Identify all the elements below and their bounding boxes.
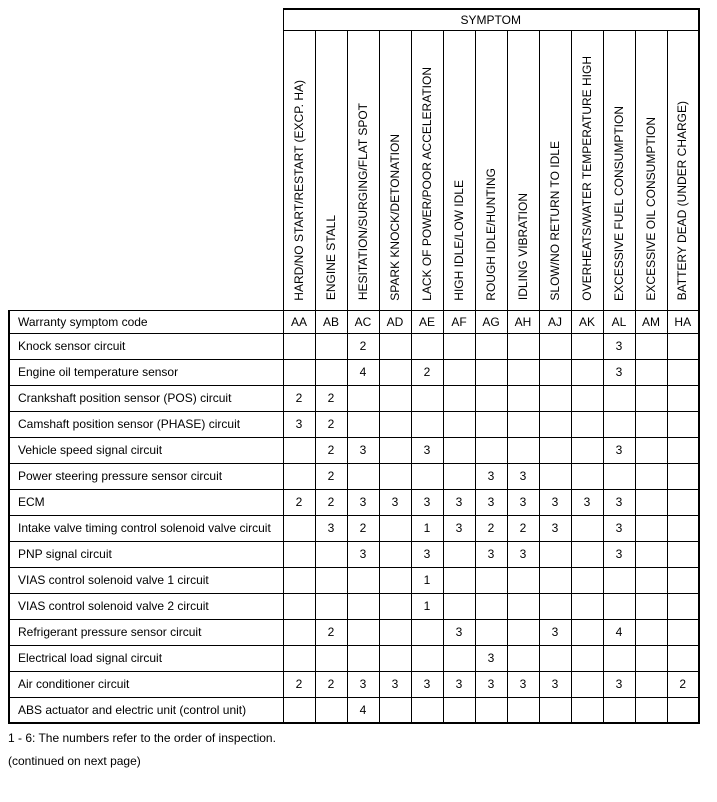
value-cell: 3 — [539, 671, 571, 697]
value-cell — [635, 333, 667, 359]
value-cell: 2 — [283, 489, 315, 515]
value-cell — [507, 333, 539, 359]
value-cell — [283, 359, 315, 385]
symptom-column-header — [539, 30, 571, 310]
value-cell — [635, 567, 667, 593]
value-cell: 1 — [411, 593, 443, 619]
value-cell: 2 — [315, 411, 347, 437]
table-row — [9, 645, 699, 671]
value-cell — [443, 437, 475, 463]
value-cell — [539, 697, 571, 723]
symptom-column-label: BATTERY DEAD (UNDER CHARGE) — [675, 101, 690, 301]
value-cell — [603, 385, 635, 411]
value-cell — [283, 593, 315, 619]
value-cell: 3 — [443, 489, 475, 515]
warranty-code-cell: AC — [347, 310, 379, 333]
value-cell: 4 — [347, 697, 379, 723]
value-cell — [603, 567, 635, 593]
symptom-header-row — [9, 9, 699, 30]
value-cell — [379, 593, 411, 619]
value-cell — [379, 697, 411, 723]
value-cell — [571, 437, 603, 463]
item-label: ABS actuator and electric unit (control unit) — [9, 697, 283, 723]
table-row — [9, 671, 699, 697]
value-cell — [475, 385, 507, 411]
symptom-column-label: ROUGH IDLE/HUNTING — [483, 167, 498, 301]
value-cell — [443, 593, 475, 619]
value-cell — [379, 333, 411, 359]
value-cell: 3 — [283, 411, 315, 437]
symptom-column-label: EXCESSIVE OIL CONSUMPTION — [643, 116, 658, 301]
value-cell — [571, 593, 603, 619]
value-cell — [283, 645, 315, 671]
value-cell — [571, 515, 603, 541]
value-cell: 3 — [603, 671, 635, 697]
value-cell: 3 — [475, 671, 507, 697]
value-cell — [667, 619, 699, 645]
value-cell — [379, 645, 411, 671]
value-cell — [283, 619, 315, 645]
warranty-code-row — [9, 310, 699, 333]
value-cell — [667, 411, 699, 437]
value-cell: 2 — [315, 489, 347, 515]
value-cell — [507, 697, 539, 723]
value-cell: 3 — [603, 359, 635, 385]
value-cell — [347, 411, 379, 437]
warranty-code-cell: AD — [379, 310, 411, 333]
value-cell: 3 — [603, 333, 635, 359]
item-label: Crankshaft position sensor (POS) circuit — [9, 385, 283, 411]
value-cell: 2 — [667, 671, 699, 697]
symptom-column-header — [379, 30, 411, 310]
value-cell: 3 — [411, 437, 443, 463]
value-cell — [315, 541, 347, 567]
value-cell: 3 — [475, 463, 507, 489]
value-cell — [571, 333, 603, 359]
value-cell — [539, 645, 571, 671]
symptom-column-label: IDLING VIBRATION — [515, 193, 530, 301]
value-cell — [379, 385, 411, 411]
table-row — [9, 515, 699, 541]
value-cell: 3 — [571, 489, 603, 515]
value-cell — [667, 489, 699, 515]
value-cell: 3 — [475, 541, 507, 567]
value-cell — [379, 359, 411, 385]
value-cell: 4 — [603, 619, 635, 645]
warranty-code-cell: AG — [475, 310, 507, 333]
value-cell — [315, 567, 347, 593]
value-cell — [635, 645, 667, 671]
value-cell — [539, 593, 571, 619]
value-cell — [411, 411, 443, 437]
value-cell — [571, 671, 603, 697]
value-cell: 2 — [315, 437, 347, 463]
table-row — [9, 437, 699, 463]
value-cell — [411, 619, 443, 645]
value-cell: 3 — [315, 515, 347, 541]
warranty-code-cell: AE — [411, 310, 443, 333]
value-cell: 1 — [411, 567, 443, 593]
value-cell — [507, 567, 539, 593]
value-cell — [283, 515, 315, 541]
symptom-column-label: HESITATION/SURGING/FLAT SPOT — [355, 103, 370, 301]
table-row — [9, 489, 699, 515]
value-cell — [635, 515, 667, 541]
value-cell — [411, 463, 443, 489]
value-cell — [635, 437, 667, 463]
value-cell — [539, 411, 571, 437]
symptom-column-header — [603, 30, 635, 310]
symptom-column-header — [315, 30, 347, 310]
value-cell — [667, 359, 699, 385]
item-label: Camshaft position sensor (PHASE) circuit — [9, 411, 283, 437]
value-cell — [379, 567, 411, 593]
value-cell: 3 — [347, 541, 379, 567]
value-cell — [539, 463, 571, 489]
value-cell — [379, 619, 411, 645]
value-cell: 2 — [283, 385, 315, 411]
value-cell — [443, 541, 475, 567]
value-cell — [443, 463, 475, 489]
warranty-code-cell: AL — [603, 310, 635, 333]
value-cell — [411, 645, 443, 671]
value-cell: 3 — [507, 671, 539, 697]
symptom-column-header — [283, 30, 315, 310]
value-cell: 3 — [443, 671, 475, 697]
value-cell — [571, 619, 603, 645]
warranty-code-cell: AM — [635, 310, 667, 333]
value-cell — [507, 385, 539, 411]
symptom-column-label: HARD/NO START/RESTART (EXCP. HA) — [291, 79, 306, 301]
value-cell — [635, 697, 667, 723]
value-cell — [667, 515, 699, 541]
value-cell — [443, 359, 475, 385]
value-cell: 3 — [379, 489, 411, 515]
value-cell — [507, 411, 539, 437]
symptom-column-label: ENGINE STALL — [323, 215, 338, 301]
table-row — [9, 385, 699, 411]
value-cell — [539, 359, 571, 385]
value-cell — [507, 593, 539, 619]
value-cell — [283, 541, 315, 567]
value-cell — [667, 333, 699, 359]
item-label: Power steering pressure sensor circuit — [9, 463, 283, 489]
value-cell — [539, 567, 571, 593]
value-cell — [475, 697, 507, 723]
value-cell — [635, 463, 667, 489]
value-cell: 3 — [475, 645, 507, 671]
value-cell — [283, 333, 315, 359]
symptom-column-header — [507, 30, 539, 310]
value-cell: 4 — [347, 359, 379, 385]
value-cell — [635, 359, 667, 385]
value-cell: 3 — [347, 437, 379, 463]
value-cell — [507, 359, 539, 385]
value-cell — [571, 541, 603, 567]
symptom-column-label: SLOW/NO RETURN TO IDLE — [547, 140, 562, 301]
value-cell — [475, 359, 507, 385]
value-cell — [347, 463, 379, 489]
value-cell — [635, 489, 667, 515]
value-cell — [443, 411, 475, 437]
item-label: VIAS control solenoid valve 1 circuit — [9, 567, 283, 593]
corner-blank — [9, 9, 283, 310]
value-cell: 2 — [347, 333, 379, 359]
value-cell — [283, 463, 315, 489]
value-cell — [571, 567, 603, 593]
symptom-column-header — [475, 30, 507, 310]
symptom-column-header — [411, 30, 443, 310]
value-cell — [347, 619, 379, 645]
value-cell — [603, 697, 635, 723]
value-cell — [475, 333, 507, 359]
value-cell: 3 — [603, 541, 635, 567]
value-cell: 2 — [315, 385, 347, 411]
value-cell — [603, 411, 635, 437]
value-cell — [283, 437, 315, 463]
value-cell — [635, 385, 667, 411]
value-cell — [571, 697, 603, 723]
value-cell — [635, 619, 667, 645]
warranty-code-cell: AH — [507, 310, 539, 333]
value-cell — [635, 411, 667, 437]
value-cell — [315, 697, 347, 723]
value-cell — [539, 437, 571, 463]
symptom-column-header — [571, 30, 603, 310]
value-cell — [411, 697, 443, 723]
value-cell — [667, 593, 699, 619]
value-cell — [379, 411, 411, 437]
item-label: VIAS control solenoid valve 2 circuit — [9, 593, 283, 619]
continued-note: (continued on next page) — [8, 754, 141, 768]
value-cell — [667, 541, 699, 567]
value-cell: 2 — [475, 515, 507, 541]
table-row — [9, 411, 699, 437]
value-cell — [667, 697, 699, 723]
item-label: PNP signal circuit — [9, 541, 283, 567]
value-cell: 3 — [507, 463, 539, 489]
symptom-column-header — [347, 30, 379, 310]
value-cell — [411, 385, 443, 411]
table-row — [9, 593, 699, 619]
value-cell — [667, 463, 699, 489]
value-cell — [443, 567, 475, 593]
item-label: Engine oil temperature sensor — [9, 359, 283, 385]
value-cell: 2 — [315, 619, 347, 645]
value-cell: 3 — [411, 671, 443, 697]
value-cell — [315, 359, 347, 385]
warranty-row-label: Warranty symptom code — [9, 310, 283, 333]
value-cell: 3 — [347, 671, 379, 697]
value-cell: 3 — [443, 515, 475, 541]
table-row — [9, 333, 699, 359]
value-cell — [571, 385, 603, 411]
value-cell — [539, 333, 571, 359]
table-row — [9, 697, 699, 723]
value-cell — [443, 697, 475, 723]
symptom-column-header — [443, 30, 475, 310]
value-cell — [507, 619, 539, 645]
value-cell: 3 — [539, 515, 571, 541]
table-row — [9, 463, 699, 489]
symptom-column-label: SPARK KNOCK/DETONATION — [387, 133, 402, 301]
value-cell: 2 — [315, 463, 347, 489]
value-cell: 2 — [315, 671, 347, 697]
value-cell: 3 — [347, 489, 379, 515]
table-row — [9, 619, 699, 645]
value-cell — [603, 463, 635, 489]
inspection-order-note: 1 - 6: The numbers refer to the order of inspection. — [8, 731, 276, 745]
value-cell: 3 — [539, 619, 571, 645]
value-cell — [347, 385, 379, 411]
value-cell: 3 — [443, 619, 475, 645]
value-cell: 3 — [379, 671, 411, 697]
warranty-code-cell: HA — [667, 310, 699, 333]
value-cell — [603, 593, 635, 619]
value-cell — [411, 333, 443, 359]
value-cell — [475, 593, 507, 619]
warranty-code-cell: AB — [315, 310, 347, 333]
warranty-code-cell: AJ — [539, 310, 571, 333]
warranty-code-cell: AK — [571, 310, 603, 333]
item-label: Refrigerant pressure sensor circuit — [9, 619, 283, 645]
value-cell — [603, 645, 635, 671]
warranty-code-cell: AF — [443, 310, 475, 333]
value-cell: 2 — [347, 515, 379, 541]
value-cell — [379, 463, 411, 489]
value-cell: 3 — [507, 489, 539, 515]
value-cell — [507, 437, 539, 463]
item-label: Intake valve timing control solenoid valve circuit — [9, 515, 283, 541]
value-cell: 3 — [507, 541, 539, 567]
item-label: Knock sensor circuit — [9, 333, 283, 359]
item-label: ECM — [9, 489, 283, 515]
value-cell — [475, 437, 507, 463]
value-cell: 2 — [283, 671, 315, 697]
symptom-column-label: LACK OF POWER/POOR ACCELERATION — [419, 66, 434, 301]
value-cell — [443, 333, 475, 359]
item-label: Air conditioner circuit — [9, 671, 283, 697]
value-cell: 3 — [411, 541, 443, 567]
value-cell — [667, 645, 699, 671]
value-cell — [571, 411, 603, 437]
value-cell — [635, 541, 667, 567]
value-cell — [379, 515, 411, 541]
value-cell — [315, 593, 347, 619]
symptom-diagnosis-table — [8, 8, 700, 724]
value-cell — [635, 671, 667, 697]
value-cell — [347, 645, 379, 671]
value-cell — [667, 385, 699, 411]
value-cell — [571, 463, 603, 489]
item-label: Vehicle speed signal circuit — [9, 437, 283, 463]
symptom-column-header — [667, 30, 699, 310]
table-row — [9, 541, 699, 567]
value-cell — [347, 593, 379, 619]
value-cell: 3 — [411, 489, 443, 515]
symptom-header: SYMPTOM — [283, 9, 699, 30]
symptom-column-header — [635, 30, 667, 310]
value-cell — [571, 645, 603, 671]
value-cell — [635, 593, 667, 619]
value-cell — [539, 541, 571, 567]
value-cell: 1 — [411, 515, 443, 541]
table-row — [9, 359, 699, 385]
value-cell — [475, 567, 507, 593]
value-cell — [507, 645, 539, 671]
value-cell — [475, 619, 507, 645]
value-cell: 2 — [411, 359, 443, 385]
value-cell — [667, 437, 699, 463]
symptom-column-label: HIGH IDLE/LOW IDLE — [451, 179, 466, 301]
symptom-column-label: OVERHEATS/WATER TEMPERATURE HIGH — [579, 55, 594, 301]
value-cell — [283, 697, 315, 723]
value-cell — [379, 437, 411, 463]
value-cell: 3 — [475, 489, 507, 515]
value-cell — [379, 541, 411, 567]
value-cell: 3 — [603, 437, 635, 463]
symptom-column-label: EXCESSIVE FUEL CONSUMPTION — [611, 105, 626, 301]
value-cell — [347, 567, 379, 593]
value-cell — [539, 385, 571, 411]
table-row — [9, 567, 699, 593]
value-cell: 3 — [539, 489, 571, 515]
value-cell — [315, 333, 347, 359]
value-cell — [283, 567, 315, 593]
value-cell — [315, 645, 347, 671]
value-cell — [443, 645, 475, 671]
value-cell: 3 — [603, 515, 635, 541]
value-cell — [475, 411, 507, 437]
value-cell: 3 — [603, 489, 635, 515]
warranty-code-cell: AA — [283, 310, 315, 333]
value-cell: 2 — [507, 515, 539, 541]
item-label: Electrical load signal circuit — [9, 645, 283, 671]
value-cell — [571, 359, 603, 385]
value-cell — [443, 385, 475, 411]
value-cell — [667, 567, 699, 593]
